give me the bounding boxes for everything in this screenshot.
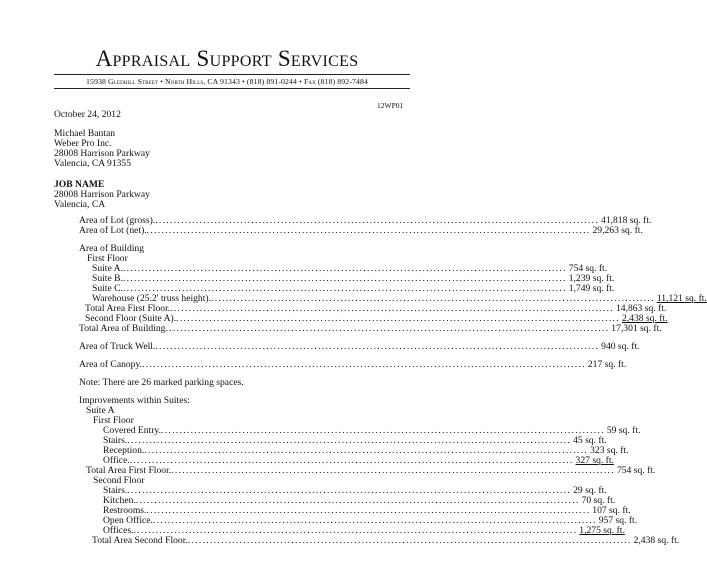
row-label: Stairs.	[103, 435, 128, 446]
row-label: Covered Entry.	[103, 425, 161, 436]
building-heading: Area of Building	[79, 243, 145, 254]
row-label: Total Area Second Floor.	[92, 535, 188, 546]
row-value: 41,818 sq. ft.	[601, 215, 652, 226]
row-value: 2,438 sq. ft.	[621, 313, 668, 324]
job-city: Valencia, CA	[54, 199, 106, 210]
improvements-first-floor-heading: First Floor	[93, 415, 134, 426]
leader-dots: ........................................................................................................................	[144, 445, 589, 456]
leader-dots: ........................................................................................................................	[127, 435, 572, 446]
row-value: 217 sq. ft.	[587, 359, 627, 370]
building-first-floor-heading: First Floor	[87, 253, 128, 264]
row-value: 1,239 sq. ft.	[568, 273, 615, 284]
row-value: 323 sq. ft.	[590, 445, 629, 456]
row-value: 957 sq. ft.	[598, 515, 638, 526]
leader-dots: ........................................................................................................................	[170, 303, 614, 314]
leader-dots: ........................................................................................................................	[211, 293, 655, 304]
row-label: Area of Canopy.	[79, 359, 143, 370]
reference-code: 12WP01	[377, 101, 404, 110]
row-value: 29,263 sq. ft.	[592, 225, 643, 236]
leader-dots: ........................................................................................................................	[133, 525, 578, 536]
letterhead-rule-bottom	[54, 88, 410, 89]
recipient-street: 28008 Harrison Parkway	[54, 148, 150, 159]
leader-dots: ........................................................................................................................	[161, 425, 605, 436]
row-value: 327 sq. ft.	[575, 455, 614, 466]
leader-dots: ........................................................................................................................	[129, 455, 574, 466]
letterhead-rule-top	[54, 74, 410, 75]
row-label: Suite B.	[92, 273, 123, 284]
leader-dots: ........................................................................................................................	[127, 485, 572, 496]
row-label: Kitchen.	[103, 495, 136, 506]
leader-dots: ........................................................................................................................	[171, 465, 615, 476]
row-value: 1,749 sq. ft.	[568, 283, 615, 294]
row-value: 1,275 sq. ft.	[579, 525, 625, 536]
row-label: Total Area First Floor.	[85, 303, 171, 314]
leader-dots: ........................................................................................................................	[176, 313, 620, 324]
row-value: 754 sq. ft.	[568, 263, 608, 274]
row-label: Total Area First Floor.	[86, 465, 172, 476]
leader-dots: ........................................................................................................................	[165, 323, 610, 334]
letterhead-company: Appraisal Support Services	[95, 46, 359, 71]
row-label: Reception.	[103, 445, 145, 456]
leader-dots: ........................................................................................................................	[155, 215, 600, 226]
row-label: Restrooms.	[103, 505, 147, 516]
leader-dots: ........................................................................................................................	[146, 225, 591, 236]
row-label: Stairs.	[103, 485, 128, 496]
leader-dots: ........................................................................................................................	[146, 505, 591, 516]
row-label: Warehouse (25.2' truss height).	[92, 293, 211, 304]
row-value: 754 sq. ft.	[616, 465, 656, 476]
leader-dots: ........................................................................................................................	[122, 283, 567, 294]
row-label: Total Area of Building	[79, 323, 166, 334]
row-label: Office.	[103, 455, 130, 466]
row-value: 940 sq. ft.	[601, 341, 640, 352]
leader-dots: ........................................................................................................................	[122, 263, 567, 274]
improvements-total-second-floor-row	[92, 535, 680, 546]
row-value: 45 sq. ft.	[573, 435, 607, 446]
row-value: 70 sq. ft.	[581, 495, 616, 506]
parking-note: Note: There are 26 marked parking spaces.	[79, 377, 244, 388]
letter-date: October 24, 2012	[54, 109, 121, 120]
row-label: Area of Truck Well.	[79, 341, 156, 352]
truck-well-row	[79, 341, 640, 352]
row-label: Second Floor (Suite A).	[85, 313, 177, 324]
row-value: 2,438 sq. ft.	[633, 535, 680, 546]
leader-dots: ........................................................................................................................	[187, 535, 632, 546]
job-street: 28008 Harrison Parkway	[54, 189, 150, 200]
row-value: 11,121 sq. ft.	[656, 293, 707, 304]
leader-dots: ........................................................................................................................	[135, 495, 580, 506]
total-building-row	[79, 323, 662, 334]
leader-dots: ........................................................................................................................	[155, 341, 600, 352]
row-value: 29 sq. ft.	[573, 485, 607, 496]
recipient-city: Valencia, CA 91355	[54, 158, 132, 169]
row-label: Suite C.	[92, 283, 123, 294]
letterhead-address: 15938 Gledhill Street • North Hills, CA 91343 • (818) 891-0244 • Fax (818) 892-7484	[86, 77, 368, 86]
lot-net-row	[79, 225, 643, 236]
row-label: Offices.	[103, 525, 134, 536]
row-label: Open Office.	[103, 515, 153, 526]
row-value: 59 sq. ft.	[606, 425, 641, 436]
row-label: Area of Lot (net).	[79, 225, 147, 236]
improvements-second-floor-heading: Second Floor	[93, 475, 145, 486]
improvements-heading: Improvements within Suites:	[79, 395, 190, 406]
recipient-company: Weber Pro Inc.	[54, 138, 112, 149]
leader-dots: ........................................................................................................................	[122, 273, 567, 284]
leader-dots: ........................................................................................................................	[152, 515, 597, 526]
row-label: Area of Lot (gross).	[79, 215, 156, 226]
canopy-row	[79, 359, 627, 370]
recipient-name: Michael Bantan	[54, 128, 116, 139]
row-label: Suite A.	[92, 263, 123, 274]
leader-dots: ........................................................................................................................	[142, 359, 586, 370]
row-value: 14,863 sq. ft.	[615, 303, 667, 314]
improvements-suite: Suite A	[86, 405, 115, 416]
row-value: 17,301 sq. ft.	[611, 323, 662, 334]
job-heading: JOB NAME	[54, 179, 105, 190]
row-value: 107 sq. ft.	[592, 505, 631, 516]
